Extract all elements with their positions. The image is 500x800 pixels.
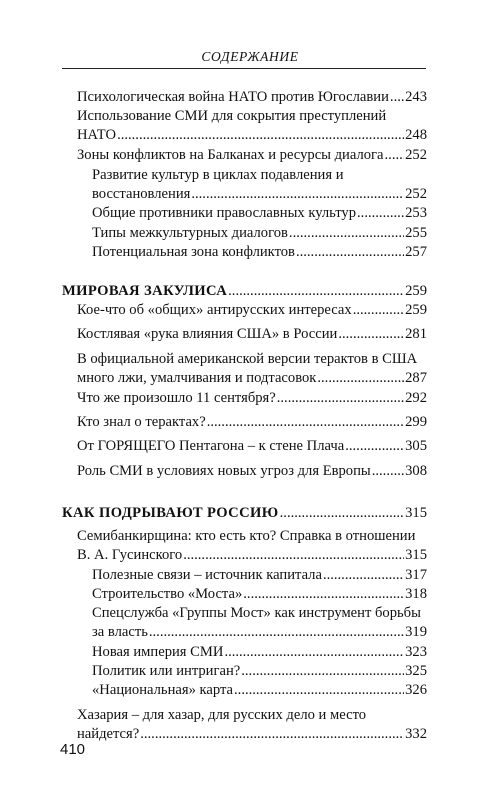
- toc-entry-title: найдется?: [77, 726, 140, 742]
- dot-leader: [243, 585, 404, 604]
- toc-page-number: 299: [405, 414, 427, 430]
- dot-leader: [117, 126, 404, 145]
- dot-leader: [296, 243, 404, 262]
- toc-section-heading: [62, 282, 427, 301]
- toc-entry-title: Спецслужба «Группы Мост» как инструмент борьбы: [92, 605, 421, 621]
- toc-entry-title: Типы межкультурных диалогов: [92, 225, 288, 241]
- dot-leader: [149, 623, 404, 642]
- toc-entry: [77, 527, 427, 565]
- toc-entry-line: [77, 146, 427, 165]
- toc-entry-title: Потенциальная зона конфликтов: [92, 244, 295, 260]
- toc-entry-line: [92, 243, 427, 262]
- toc-entry-title: Психологическая война НАТО против Югославии: [77, 89, 389, 105]
- toc-entry: [92, 681, 427, 700]
- toc-entry-line: [92, 185, 427, 204]
- toc-entry: [77, 706, 427, 744]
- toc-entry: [77, 350, 427, 388]
- toc-entry-line: [77, 389, 427, 408]
- toc-page-number: 317: [405, 567, 427, 583]
- dot-leader: [140, 725, 404, 744]
- toc-entry: [77, 389, 427, 408]
- toc-entry-line: [92, 681, 427, 700]
- toc-entry: [92, 662, 427, 681]
- toc-entry-title: восстановления: [92, 186, 191, 202]
- toc-entry-line: [92, 204, 427, 223]
- toc-page-number: 292: [405, 390, 427, 406]
- toc-entry-line: [77, 88, 427, 107]
- toc-entry-title: Кое-что об «общих» антирусских интересах: [77, 302, 352, 318]
- toc-entry-title: Хазария – для хазар, для русских дело и место: [77, 707, 367, 723]
- running-header: СОДЕРЖАНИЕ: [201, 49, 299, 64]
- toc-page-number: 253: [405, 205, 427, 221]
- toc-entry-line: [77, 725, 427, 744]
- toc-entry-line: [77, 546, 427, 565]
- toc-entry-title: Роль СМИ в условиях новых угроз для Европы: [77, 463, 371, 479]
- toc-entry-line: [77, 350, 427, 369]
- toc-entry-line: [62, 282, 427, 301]
- toc-entry-title: Общие противники православных культур: [92, 205, 357, 221]
- toc-entry: [77, 146, 427, 165]
- toc-entry-title: «Национальная» карта: [92, 682, 234, 698]
- dot-leader: [207, 413, 404, 432]
- toc-entry-line: [77, 413, 427, 432]
- toc-entry-title: Строительство «Моста»: [92, 586, 243, 602]
- toc-page-number: 323: [405, 644, 427, 660]
- toc-entry-line: [77, 369, 427, 388]
- toc-entry-line: [62, 504, 427, 523]
- toc-page-number: 252: [405, 147, 427, 163]
- toc-entry-title: В официальной американской версии терактов в США: [77, 351, 418, 367]
- toc-entry: [92, 166, 427, 204]
- toc-entry: [77, 462, 427, 481]
- toc-entry-title: Новая империя СМИ: [92, 644, 224, 660]
- dot-leader: [357, 204, 404, 223]
- toc-entry-title: за власть: [92, 624, 148, 640]
- toc-entry-line: [77, 706, 427, 725]
- toc-entry-line: [92, 224, 427, 243]
- dot-leader: [228, 282, 404, 301]
- toc-page-number: 259: [405, 302, 427, 318]
- toc-page-number: 281: [405, 326, 427, 342]
- toc-entry-title: КАК ПОДРЫВАЮТ РОССИЮ: [62, 505, 279, 521]
- toc-entry: [77, 107, 427, 145]
- toc-entry-line: [77, 126, 427, 145]
- toc-page-number: 243: [405, 89, 427, 105]
- toc-entry: [77, 413, 427, 432]
- toc-entry-line: [92, 604, 427, 623]
- toc-page-number: 305: [405, 438, 427, 454]
- toc-entry-title: НАТО: [77, 127, 117, 143]
- toc-entry-line: [92, 585, 427, 604]
- toc-entry-line: [92, 643, 427, 662]
- dot-leader: [323, 566, 404, 585]
- toc-entry-title: много лжи, умалчивания и подтасовок: [77, 370, 317, 386]
- toc-entry: [77, 301, 427, 320]
- dot-leader: [385, 146, 405, 165]
- toc-page-number: 287: [405, 370, 427, 386]
- toc-section-heading: [62, 504, 427, 523]
- dot-leader: [234, 681, 404, 700]
- toc-page-number: 308: [405, 463, 427, 479]
- page-number: 410: [60, 741, 86, 758]
- toc-page-number: 332: [405, 726, 427, 742]
- toc-entry-line: [92, 623, 427, 642]
- toc-entry-title: Полезные связи – источник капитала: [92, 567, 322, 583]
- toc-entry-title: Развитие культур в циклах подавления и: [92, 167, 344, 183]
- toc-entry-title: Кто знал о терактах?: [77, 414, 206, 430]
- toc-entry: [92, 566, 427, 585]
- toc-page-number: 255: [405, 225, 427, 241]
- toc-entry-line: [92, 662, 427, 681]
- dot-leader: [317, 369, 404, 388]
- toc-entry: [77, 88, 427, 107]
- toc-page-number: 318: [405, 586, 427, 602]
- toc-page-number: 319: [405, 624, 427, 640]
- toc-entry-line: [92, 566, 427, 585]
- toc-entry-line: [77, 301, 427, 320]
- toc-entry-title: В. А. Гусинского: [77, 547, 183, 563]
- dot-leader: [345, 437, 404, 456]
- toc-page-number: 315: [405, 505, 427, 521]
- toc-entry-title: От ГОРЯЩЕГО Пентагона – к стене Плача: [77, 438, 345, 454]
- toc-entry-line: [77, 437, 427, 456]
- dot-leader: [277, 389, 404, 408]
- dot-leader: [372, 462, 404, 481]
- toc-entry: [92, 243, 427, 262]
- dot-leader: [353, 301, 404, 320]
- toc-entry-title: Что же произошло 11 сентября?: [77, 390, 276, 406]
- dot-leader: [224, 643, 404, 662]
- toc-entry: [92, 643, 427, 662]
- toc-entry-line: [77, 527, 427, 546]
- toc-entry-title: Политик или интриган?: [92, 663, 241, 679]
- toc-entry: [77, 325, 427, 344]
- toc-entry-title: Костлявая «рука влияния США» в России: [77, 326, 338, 342]
- toc-entry: [77, 437, 427, 456]
- toc-entry: [92, 585, 427, 604]
- toc-entry-title: Зоны конфликтов на Балканах и ресурсы диалога: [77, 147, 384, 163]
- dot-leader: [338, 325, 404, 344]
- toc-page-number: 259: [405, 283, 427, 299]
- dot-leader: [191, 185, 404, 204]
- toc-page-number: 326: [405, 682, 427, 698]
- toc-entry-line: [77, 462, 427, 481]
- toc-entry-title: Семибанкирщина: кто есть кто? Справка в отношении: [77, 528, 416, 544]
- toc-entry-line: [77, 325, 427, 344]
- toc-page-number: 325: [405, 663, 427, 679]
- dot-leader: [390, 88, 404, 107]
- toc-entry-line: [77, 107, 427, 126]
- toc-page-number: 315: [405, 547, 427, 563]
- dot-leader: [241, 662, 404, 681]
- toc-entry-line: [92, 166, 427, 185]
- toc-page-number: 257: [405, 244, 427, 260]
- toc-entry: [92, 224, 427, 243]
- dot-leader: [289, 224, 404, 243]
- dot-leader: [183, 546, 404, 565]
- toc-page-number: 248: [405, 127, 427, 143]
- dot-leader: [280, 504, 404, 523]
- toc-entry-title: МИРОВАЯ ЗАКУЛИСА: [62, 283, 228, 299]
- toc-entry-title: Использование СМИ для сокрытия преступлений: [77, 108, 387, 124]
- toc-entry: [92, 604, 427, 642]
- toc-page-number: 252: [405, 186, 427, 202]
- toc-entry: [92, 204, 427, 223]
